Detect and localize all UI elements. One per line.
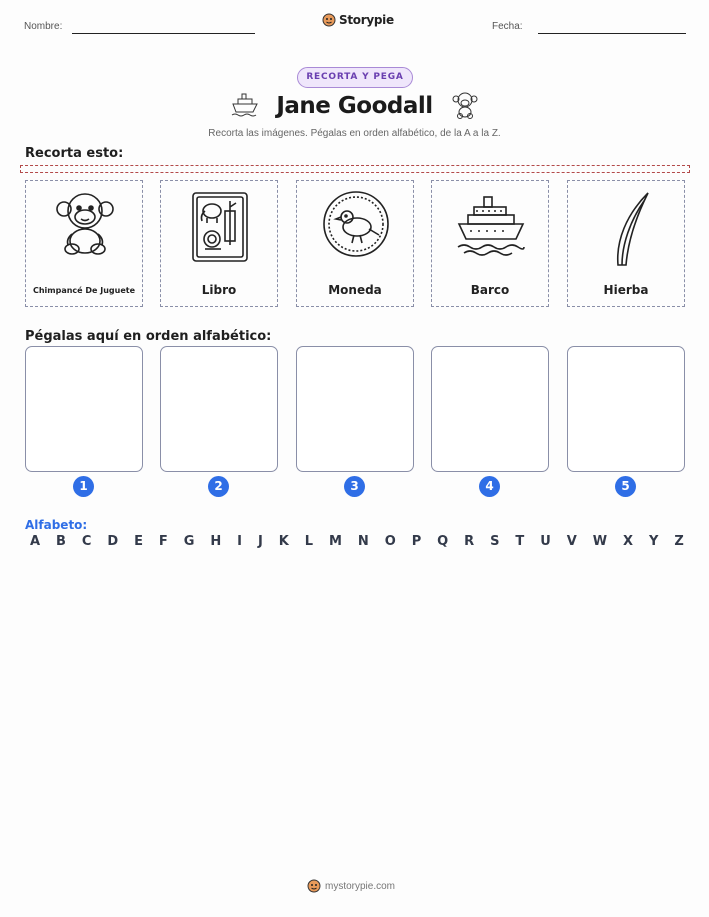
card-label: Hierba bbox=[603, 283, 649, 297]
alphabet-letter: I bbox=[237, 534, 243, 549]
alphabet-letter: M bbox=[328, 534, 342, 549]
footer bbox=[307, 879, 395, 893]
slot-number: 5 bbox=[615, 476, 636, 497]
alphabet-letter: O bbox=[384, 534, 396, 549]
toy-monkey-icon bbox=[50, 189, 120, 259]
cut-card-grass[interactable] bbox=[567, 180, 685, 307]
coin-icon bbox=[321, 189, 391, 259]
alphabet-letter: A bbox=[30, 534, 41, 549]
card-label: Barco bbox=[470, 283, 510, 297]
storypie-mascot-icon bbox=[322, 13, 336, 27]
cut-card-toy-chimp[interactable] bbox=[25, 180, 143, 307]
alphabet-letter: N bbox=[357, 534, 369, 549]
cut-card-coin[interactable] bbox=[296, 180, 414, 307]
alphabet-letter: Y bbox=[648, 534, 659, 549]
grass-blade-icon bbox=[592, 189, 662, 269]
alphabet-letter: V bbox=[566, 534, 577, 549]
name-field-line[interactable] bbox=[72, 33, 255, 34]
slot-number: 1 bbox=[73, 476, 94, 497]
alphabet-letter: G bbox=[183, 534, 195, 549]
alphabet-letter: S bbox=[490, 534, 500, 549]
alphabet-row bbox=[30, 534, 684, 549]
slot-number: 3 bbox=[344, 476, 365, 497]
toy-monkey-icon bbox=[452, 91, 478, 119]
footer-url[interactable]: mystorypie.com bbox=[325, 880, 396, 892]
slot-number: 2 bbox=[208, 476, 229, 497]
date-field-line[interactable] bbox=[538, 33, 686, 34]
page-title: Jane Goodall bbox=[276, 93, 433, 119]
paste-slot[interactable] bbox=[296, 346, 414, 472]
brand-name: Storypie bbox=[339, 13, 394, 27]
name-label: Nombre: bbox=[24, 21, 63, 32]
alphabet-letter: C bbox=[81, 534, 92, 549]
alphabet-letter: Z bbox=[674, 534, 684, 549]
brand-logo bbox=[322, 13, 394, 27]
paste-slot[interactable] bbox=[567, 346, 685, 472]
ship-icon bbox=[456, 189, 526, 259]
alphabet-letter: X bbox=[623, 534, 634, 549]
alphabet-letter: U bbox=[540, 534, 551, 549]
alphabet-title: Alfabeto: bbox=[25, 518, 88, 532]
alphabet-letter: J bbox=[257, 534, 263, 549]
alphabet-letter: T bbox=[515, 534, 525, 549]
alphabet-letter: B bbox=[56, 534, 66, 549]
alphabet-letter: D bbox=[107, 534, 119, 549]
alphabet-letter: R bbox=[464, 534, 475, 549]
cut-line bbox=[20, 165, 690, 173]
paste-slot[interactable] bbox=[431, 346, 549, 472]
activity-badge: RECORTA Y PEGA bbox=[297, 67, 413, 88]
paste-heading: Pégalas aquí en orden alfabético: bbox=[25, 329, 272, 344]
card-label: Libro bbox=[201, 283, 237, 297]
cut-card-book[interactable] bbox=[160, 180, 278, 307]
paste-slot[interactable] bbox=[160, 346, 278, 472]
cut-heading: Recorta esto: bbox=[25, 146, 124, 161]
alphabet-letter: F bbox=[158, 534, 168, 549]
alphabet-letter: L bbox=[304, 534, 314, 549]
card-label: Chimpancé De Juguete bbox=[32, 286, 136, 295]
date-label: Fecha: bbox=[492, 21, 523, 32]
cut-card-ship[interactable] bbox=[431, 180, 549, 307]
storypie-mascot-icon bbox=[307, 879, 321, 893]
alphabet-letter: H bbox=[210, 534, 222, 549]
slot-number: 4 bbox=[479, 476, 500, 497]
alphabet-letter: P bbox=[411, 534, 422, 549]
alphabet-letter: Q bbox=[437, 534, 449, 549]
alphabet-letter: W bbox=[592, 534, 608, 549]
instructions: Recorta las imágenes. Pégalas en orden alfabético, de la A a la Z. bbox=[208, 128, 501, 139]
alphabet-letter: E bbox=[134, 534, 143, 549]
card-label: Moneda bbox=[328, 283, 382, 297]
paste-slot[interactable] bbox=[25, 346, 143, 472]
alphabet-letter: K bbox=[278, 534, 289, 549]
book-icon bbox=[185, 189, 255, 265]
